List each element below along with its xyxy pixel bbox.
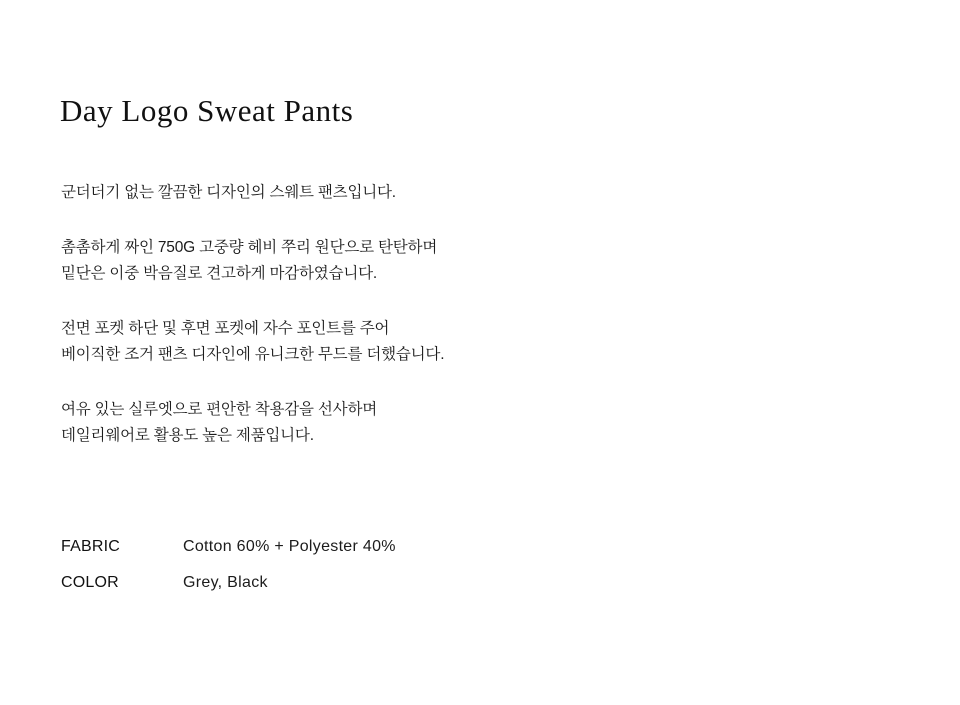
spec-label: COLOR [61,574,119,591]
description-line: 군더더기 없는 깔끔한 디자인의 스웨트 팬츠입니다. [61,184,396,201]
description-line: 전면 포켓 하단 및 후면 포켓에 자수 포인트를 주어 [61,320,390,337]
description-paragraph [61,397,701,449]
spec-value: Cotton 60% + Polyester 40% [183,538,396,555]
description-body [61,180,701,449]
spec-list [61,538,681,610]
description-line: 밑단은 이중 박음질로 견고하게 마감하였습니다. [61,265,377,282]
spec-row-fabric [61,538,681,556]
description-paragraph [61,235,701,287]
description-paragraph [61,180,701,206]
page-title: Day Logo Sweat Pants [60,92,354,128]
description-paragraph [61,316,701,368]
description-line: 여유 있는 실루엣으로 편안한 착용감을 선사하며 [61,401,377,418]
description-line: 베이직한 조거 팬츠 디자인에 유니크한 무드를 더했습니다. [61,346,445,363]
spec-label: FABRIC [61,538,120,555]
description-line: 촘촘하게 짜인 750G 고중량 헤비 쭈리 원단으로 탄탄하며 [61,239,438,256]
description-line: 데일리웨어로 활용도 높은 제품입니다. [61,427,314,444]
spec-row-color [61,574,681,592]
spec-value: Grey, Black [183,574,268,591]
